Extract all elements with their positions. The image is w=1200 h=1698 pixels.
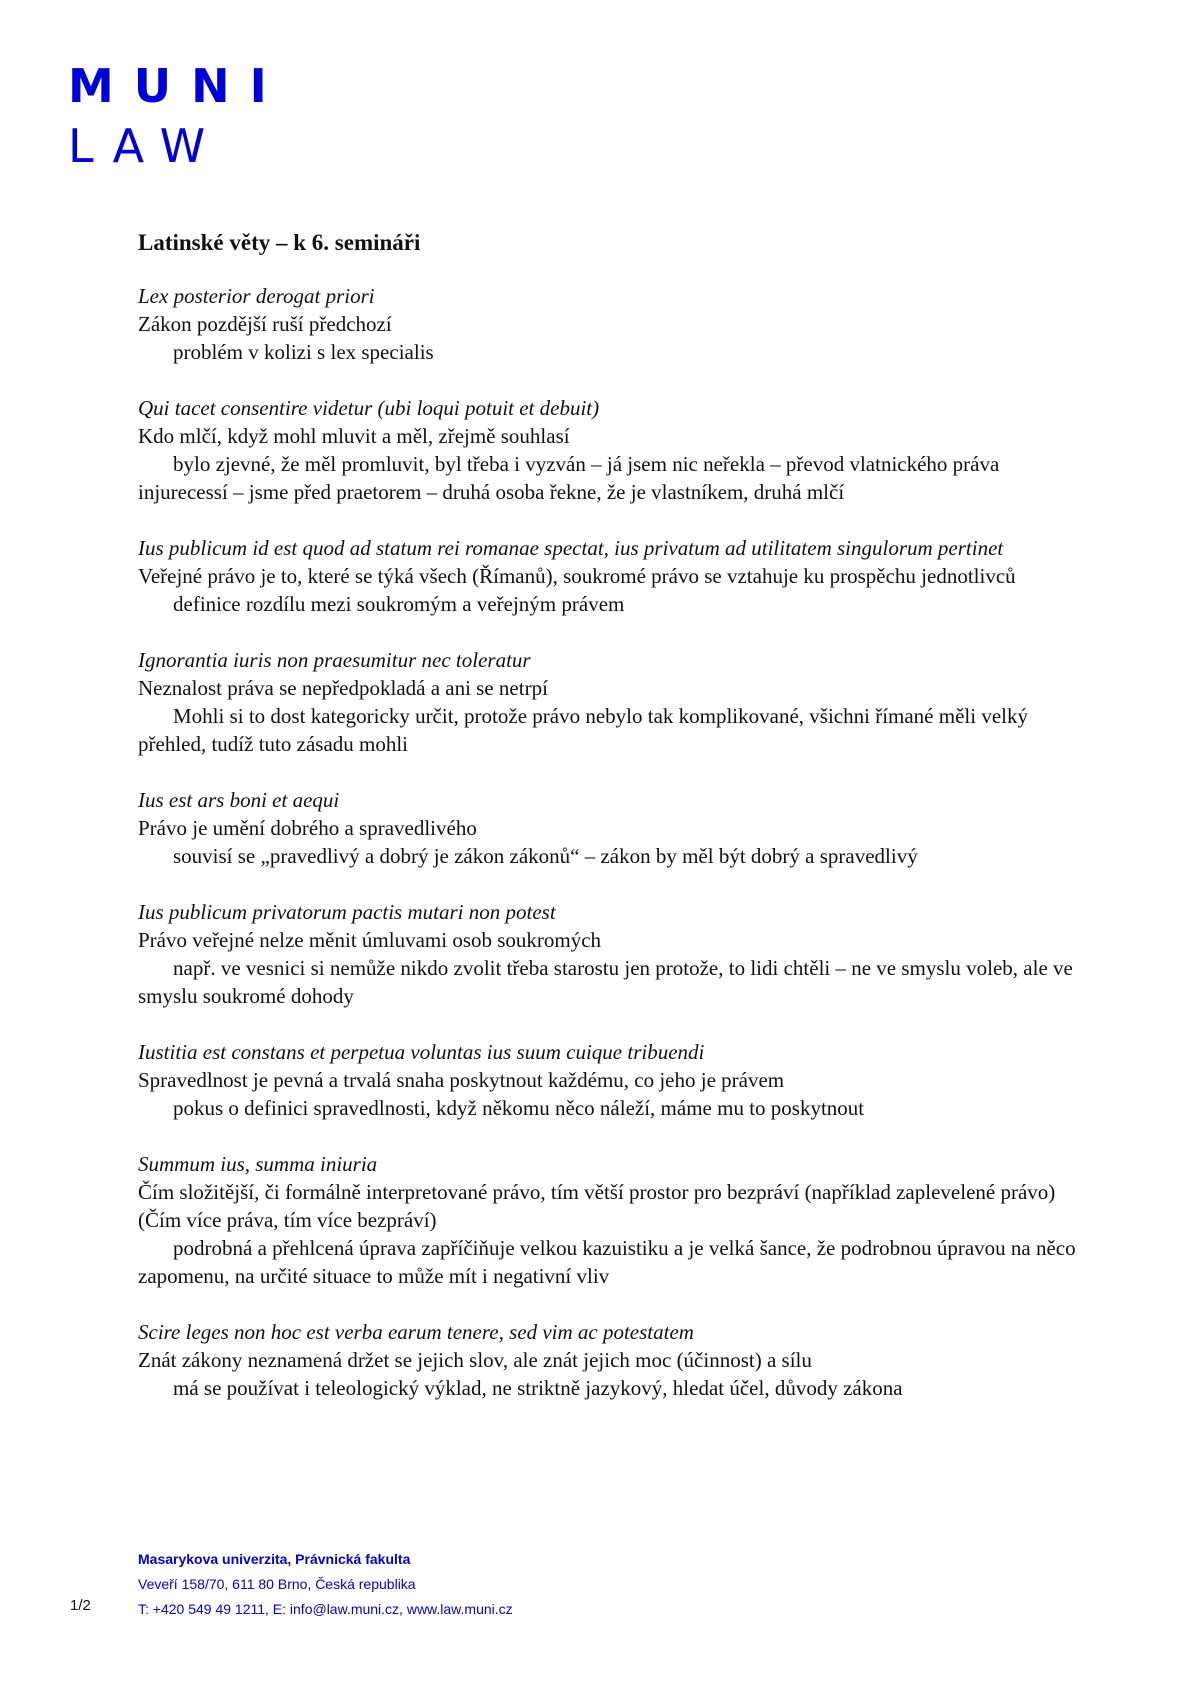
phrase-entry bbox=[138, 786, 1078, 870]
phrase-translation: Znát zákony neznamená držet se jejich slov, ale znát jejich moc (účinnost) a sílu bbox=[138, 1348, 812, 1372]
latin-phrase: Ignorantia iuris non praesumitur nec toleratur bbox=[138, 648, 531, 672]
latin-phrase: Scire leges non hoc est verba earum tenere, sed vim ac potestatem bbox=[138, 1320, 694, 1344]
footer-address: Veveří 158/70, 611 80 Brno, Česká republika bbox=[138, 1576, 416, 1592]
latin-phrase: Iustitia est constans et perpetua voluntas ius suum cuique tribuendi bbox=[138, 1040, 705, 1064]
page-number: 1/2 bbox=[70, 1597, 91, 1614]
phrase-comment: pokus o definici spravedlnosti, když někomu něco náleží, máme mu to poskytnout bbox=[173, 1096, 865, 1120]
phrase-translation: Čím složitější, či formálně interpretované právo, tím větší prostor pro bezpráví (například zaplevelené právo) (Čím více práva, tím více bezpráví) bbox=[138, 1180, 1056, 1232]
logo-muni-text: MUNI bbox=[68, 59, 287, 113]
phrase-comment: bylo zjevné, že měl promluvit, byl třeba i vyzván – já jsem nic neřekla – převod vlatnického práva injurecessí – jsme před praetorem – druhá osoba řekne, že je vlastníkem, druhá mlčí bbox=[138, 452, 1000, 504]
phrase-comment: Mohli si to dost kategoricky určit, protože právo nebylo tak komplikované, všichni římané měli velký přehled, tudíž tuto zásadu mohli bbox=[138, 704, 1028, 756]
footer-contact: T: +420 549 49 1211, E: info@law.muni.cz, www.law.muni.cz bbox=[138, 1601, 513, 1617]
latin-phrase: Qui tacet consentire videtur (ubi loqui potuit et debuit) bbox=[138, 396, 600, 420]
latin-phrase: Summum ius, summa iniuria bbox=[138, 1152, 378, 1176]
phrase-entry bbox=[138, 1150, 1078, 1290]
phrase-translation: Kdo mlčí, když mohl mluvit a měl, zřejmě souhlasí bbox=[138, 424, 570, 448]
phrase-entry bbox=[138, 534, 1078, 618]
phrase-translation: Právo je umění dobrého a spravedlivého bbox=[138, 816, 477, 840]
phrase-translation: Spravedlnost je pevná a trvalá snaha poskytnout každému, co jeho je právem bbox=[138, 1068, 785, 1092]
phrase-translation: Právo veřejné nelze měnit úmluvami osob soukromých bbox=[138, 928, 602, 952]
document-body bbox=[138, 228, 1078, 1430]
phrase-entry bbox=[138, 1038, 1078, 1122]
page-title: Latinské věty – k 6. semináři bbox=[138, 230, 421, 255]
phrase-entry bbox=[138, 1318, 1078, 1402]
latin-phrase: Lex posterior derogat priori bbox=[138, 284, 375, 308]
phrase-entry bbox=[138, 394, 1078, 506]
phrase-comment: má se používat i teleologický výklad, ne striktně jazykový, hledat účel, důvody zákona bbox=[173, 1376, 903, 1400]
latin-phrase: Ius publicum id est quod ad statum rei romanae spectat, ius privatum ad utilitatem singulorum pertinet bbox=[138, 536, 1004, 560]
footer-faculty: Masarykova univerzita, Právnická fakulta bbox=[138, 1551, 411, 1567]
muni-law-logo bbox=[68, 56, 287, 176]
phrase-comment: podrobná a přehlcená úprava zapříčiňuje velkou kazuistiku a je velká šance, že podrobnou úpravou na něco zapomenu, na určité situace to může mít i negativní vliv bbox=[138, 1236, 1076, 1288]
phrase-translation: Zákon pozdější ruší předchozí bbox=[138, 312, 392, 336]
phrase-entry bbox=[138, 282, 1078, 366]
phrase-entry bbox=[138, 646, 1078, 758]
phrase-comment: definice rozdílu mezi soukromým a veřejným právem bbox=[173, 592, 625, 616]
logo-law-text: LAW bbox=[68, 119, 224, 173]
phrase-translation: Neznalost práva se nepředpokladá a ani se netrpí bbox=[138, 676, 548, 700]
phrase-entry bbox=[138, 898, 1078, 1010]
phrase-comment: problém v kolizi s lex specialis bbox=[173, 340, 434, 364]
latin-phrase: Ius publicum privatorum pactis mutari non potest bbox=[138, 900, 556, 924]
phrase-comment: např. ve vesnici si nemůže nikdo zvolit třeba starostu jen protože, to lidi chtěli – ne ve smyslu voleb, ale ve smyslu soukromé dohody bbox=[138, 956, 1073, 1008]
phrase-translation: Veřejné právo je to, které se týká všech (Římanů), soukromé právo se vztahuje ku prospěchu jednotlivců bbox=[138, 564, 1016, 588]
phrase-comment: souvisí se „pravedlivý a dobrý je zákon zákonů“ – zákon by měl být dobrý a spravedlivý bbox=[173, 844, 918, 868]
latin-phrase: Ius est ars boni et aequi bbox=[138, 788, 340, 812]
page-footer bbox=[138, 1547, 513, 1622]
